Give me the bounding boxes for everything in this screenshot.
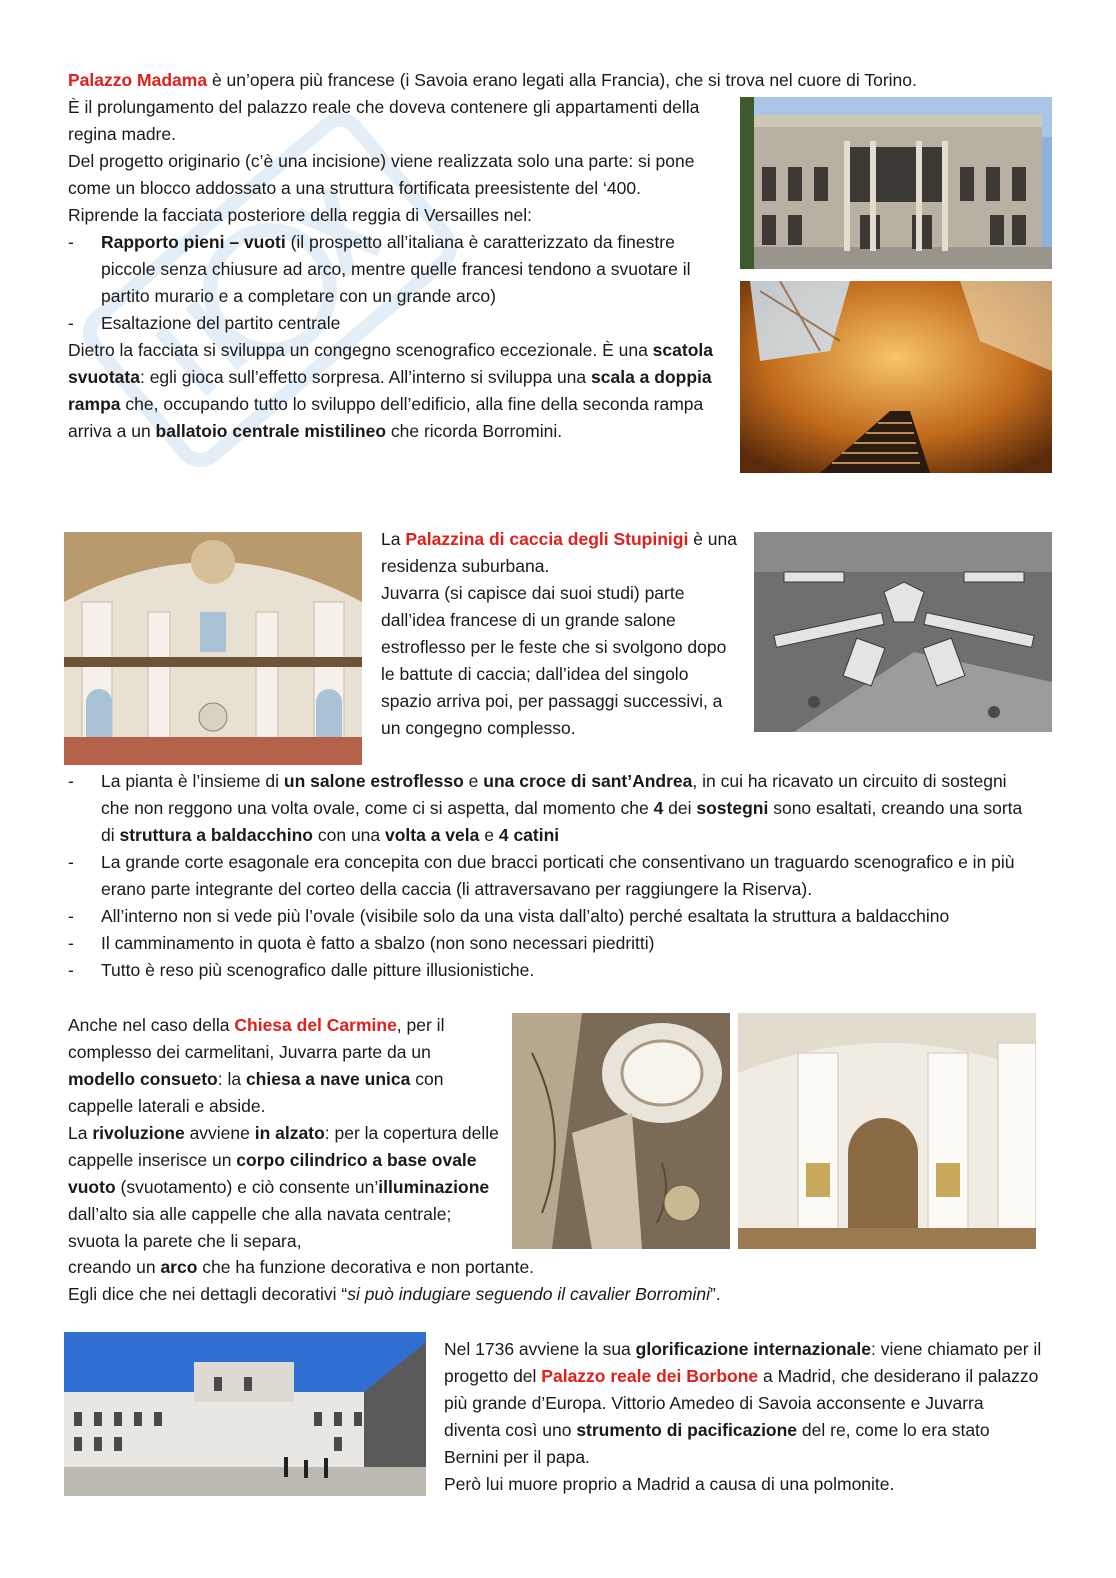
section-stupinigi-bullets (68, 768, 1038, 984)
list-item: - Esaltazione del partito centrale (68, 310, 713, 337)
paragraph: Però lui muore proprio a Madrid a causa di una polmonite. (444, 1474, 895, 1494)
paragraph: Dietro la facciata si sviluppa un congegno scenografico eccezionale. È una scatola svuotata: egli gioca sull’effetto sorpresa. All’interno si sviluppa una scala a doppia rampa che, occupando tutto lo sviluppo dell’edificio, alla fine della seconda rampa arriva a un ballatoio centrale mistilineo che ricorda Borromini. (68, 340, 713, 441)
carmine-dome-photo (512, 1013, 730, 1249)
stupinigi-salone-photo (64, 532, 362, 765)
list-item: - La pianta è l’insieme di un salone estroflesso e una croce di sant’Andrea, in cui ha ricavato un circuito di sostegni che non reggono una volta ovale, come ci si aspetta, dal momento che 4 dei sostegni sono esaltati, creando una sorta di struttura a baldacchino con una volta a vela e 4 catini (68, 768, 1038, 849)
paragraph: Palazzo Madama è un’opera più francese (i Savoia erano legati alla Francia), che si trova nel cuore di Torino. (68, 70, 917, 90)
palazzo-reale-madrid-photo (64, 1332, 426, 1496)
carmine-nave-photo (738, 1013, 1036, 1249)
paragraph: La Palazzina di caccia degli Stupinigi è una residenza suburbana. (381, 529, 737, 576)
paragraph: Juvarra (si capisce dai suoi studi) parte dall’idea francese di un grande salone estroflesso per le feste che si svolgono dopo le battute di caccia; dall’idea del singolo spazio arriva poi, per passaggi successivi, a un congegno complesso. (381, 583, 727, 738)
section-chiesa-carmine-cont (68, 1254, 968, 1308)
list-item: - La grande corte esagonale era concepita con due bracci porticati che consentivano un traguardo scenografico e in più erano parte integrante del corteo della caccia (li attraversavano per raggiungere la Riserva). (68, 849, 1038, 903)
list-item: - All’interno non si vede più l’ovale (visibile solo da una vista dall’alto) perché esaltata la struttura a baldacchino (68, 903, 1038, 930)
paragraph: creando un arco che ha funzione decorativa e non portante. (68, 1257, 535, 1277)
paragraph: Anche nel caso della Chiesa del Carmine, per il complesso dei carmelitani, Juvarra parte da un modello consueto: la chiesa a nave unica con cappelle laterali e abside. (68, 1015, 445, 1116)
palazzo-madama-facade-photo (740, 97, 1052, 269)
paragraph: Del progetto originario (c’è una incisione) viene realizzata solo una parte: si pone come un blocco addossato a una struttura fortificata preesistente del ‘400. (68, 151, 695, 198)
paragraph: Riprende la facciata posteriore della reggia di Versailles nel: (68, 205, 533, 225)
section-madrid (444, 1336, 1044, 1498)
section-stupinigi-intro (381, 526, 741, 742)
palazzo-madama-staircase-photo (740, 281, 1052, 473)
list-item: - Tutto è reso più scenografico dalle pitture illusionistiche. (68, 957, 1038, 984)
list-item: - Rapporto pieni – vuoti (il prospetto all’italiana è caratterizzato da finestre piccole senza chiusure ad arco, mentre quelle francesi tendono a svuotare il partito murario e a completare con un grande arco) (68, 229, 713, 310)
paragraph: Egli dice che nei dettagli decorativi “si può indugiare seguendo il cavalier Borromini”. (68, 1284, 721, 1304)
stupinigi-aerial-photo (754, 532, 1052, 732)
paragraph: La rivoluzione avviene in alzato: per la copertura delle cappelle inserisce un corpo cilindrico a base ovale vuoto (svuotamento) e ciò consente un’illuminazione dall’alto sia alle cappelle che alla navata centrale; svuota la parete che li separa, (68, 1123, 499, 1251)
paragraph: Nel 1736 avviene la sua glorificazione internazionale: viene chiamato per il progetto del Palazzo reale dei Borbone a Madrid, che desiderano il palazzo più grande d’Europa. Vittorio Amedeo di Savoia acconsente e Juvarra diventa così uno strumento di pacificazione del re, come lo era stato Bernini per il papa. (444, 1339, 1042, 1467)
paragraph: È il prolungamento del palazzo reale che doveva contenere gli appartamenti della regina madre. (68, 97, 700, 144)
list-item: - Il camminamento in quota è fatto a sbalzo (non sono necessari piedritti) (68, 930, 1038, 957)
section-chiesa-carmine (68, 1012, 500, 1255)
